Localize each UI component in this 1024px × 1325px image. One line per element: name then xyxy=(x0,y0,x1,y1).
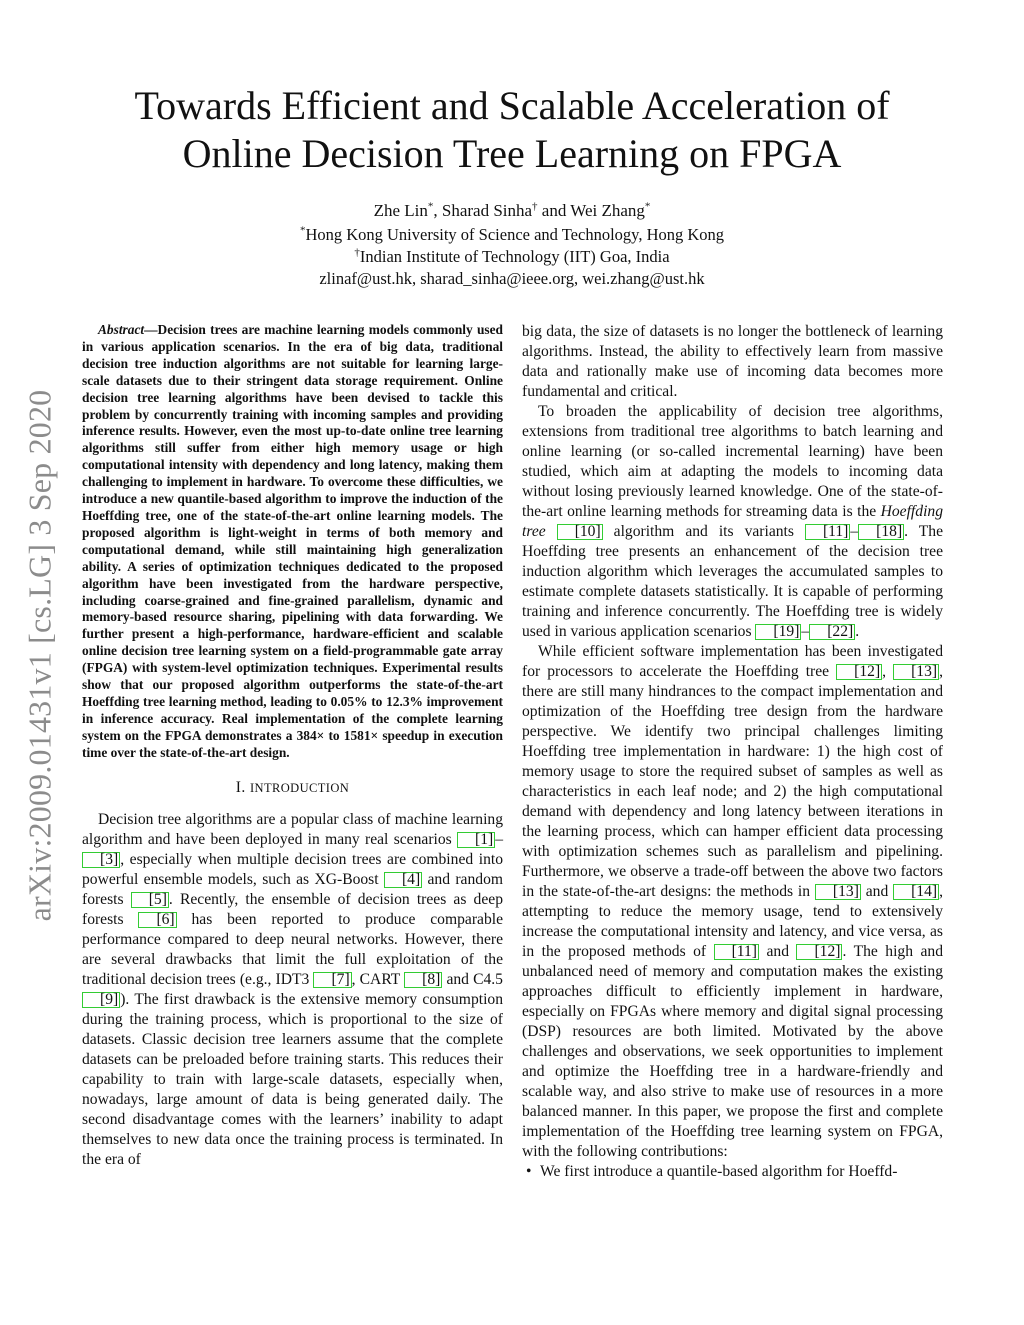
title-line-2: Online Decision Tree Learning on FPGA xyxy=(182,131,842,176)
affiliation-1-text: Hong Kong University of Science and Technology, Hong Kong xyxy=(305,225,725,244)
intro-text: , especially when multiple decision trees are combined into powerful ensemble models, such as XG-Boost xyxy=(82,850,503,888)
intro-text: , attempting to reduce the memory usage, tend to extensively increase the computational intensity and latency, and vice versa, as in the proposed methods of xyxy=(522,883,943,960)
intro-text: , xyxy=(882,663,894,680)
intro-text: ). The first drawback is the extensive memory consumption during the training process, which is proportional to the size of datasets. Classic decision tree learners assume that the complete datasets can be preloaded before training starts. This reduces their capability to train with large-scale datasets, especially when, nowadays, large amount of data is being generated daily. The second disadvantage comes with the learners’ inability to adapt themselves to new data once the training process is terminated. In the era of xyxy=(82,990,503,1168)
intro-paragraph-3 xyxy=(522,642,943,1162)
intro-text: . The high and unbalanced need of memory and computation makes the existing approaches difficult to efficiently implement in hardware, especially on FPGAs where memory and digital signal processing (DSP) resources are both limited. Motivated by the above challenges and observations, we seek opportunities to implement and optimize the Hoeffding tree in a hardware-friendly and scalable way, and also strive to make use of resources in a more balanced manner. In this paper, we propose the first and complete implementation of the Hoeffding tree learning system on FPGA, with the following contributions: xyxy=(522,943,944,1160)
intro-text: and C4.5 xyxy=(442,970,503,988)
intro-text: While efficient software implementation has been investigated for processors to accelerate the Hoeffding tree xyxy=(522,643,943,680)
citation-11[interactable]: [11] xyxy=(805,524,850,540)
abstract-body: —Decision trees are machine learning models commonly used in various application scenarios. In the era of big data, traditional decision tree induction algorithms are not suitable for learning large-scale datasets due to their stringent data storage requirement. Online decision tree learning algorithms have been devised to tackle this problem by concurrently training with incoming samples and providing inference results. However, even the most up-to-date online tree learning algorithms still suffer from either high memory usage or high computational intensity with dependency and long latency, making them challenging to implement in hardware. To overcome these difficulties, we introduce a new quantile-based algorithm to improve the induction of the Hoeffding tree, one of the state-of-the-art online learning models. The proposed algorithm is light-weight in terms of both memory and computational demand, while still maintaining high generalization ability. A series of optimization techniques dedicated to the proposed algorithm have been investigated from the hardware perspective, including coarse-grained and fine-grained parallelism, dynamic and memory-based resource sharing, pipelining with data forwarding. We further present a high-performance, hardware-efficient and scalable online decision tree learning system on a field-programmable gate array (FPGA) with system-level optimization techniques. Experimental results show that our proposed algorithm outperforms the state-of-the-art Hoeffding tree learning method, leading to 0.05% to 12.3% improvement in inference accuracy. Real implementation of the complete learning system on the FPGA demonstrates a 384× to 1581× speedup in execution time over the state-of-the-art design. xyxy=(82,322,503,760)
abstract-lead: Abstract xyxy=(98,322,145,337)
citation-1[interactable]: [1] xyxy=(457,832,495,848)
author-emails: zlinaf@ust.hk, sharad_sinha@ieee.org, wei.zhang@ust.hk xyxy=(319,269,705,288)
citation-18[interactable]: [18] xyxy=(858,524,904,540)
citation-11[interactable]: [11] xyxy=(714,944,759,960)
citation-8[interactable]: [8] xyxy=(404,972,442,988)
intro-paragraph-1-cont: big data, the size of datasets is no longer the bottleneck of learning algorithms. Instead, the ability to effectively learn from massive data and rationally make use of incoming data becomes more fundamental and critical. xyxy=(522,323,943,400)
author-3-mark: * xyxy=(644,200,651,213)
intro-paragraph-2 xyxy=(522,402,943,642)
intro-text: and xyxy=(860,883,894,900)
author-names xyxy=(80,200,944,222)
right-column xyxy=(522,322,943,1182)
citation-9[interactable]: [9] xyxy=(82,992,120,1008)
intro-text: To broaden the applicability of decision tree algorithms, extensions from traditional tree algorithms to batch learning and online learning (or so-called incremental learning) have been studied, which aim at adapting the models to incoming data without losing previously learned knowledge. One of the state-of-the-art online learning methods for streaming data is the xyxy=(522,403,943,520)
intro-text: has been reported to produce comparable performance compared to deep neural networks. However, there are several drawbacks that limit the full exploitation of the traditional decision trees (e.g., IDT3 xyxy=(82,910,503,988)
intro-text: . xyxy=(855,623,860,640)
affiliation-1-mark: * xyxy=(299,224,306,237)
intro-text xyxy=(546,523,557,540)
citation-10[interactable]: [10] xyxy=(557,524,603,540)
intro-text: . Recently, the ensemble of decision trees as deep forests xyxy=(82,890,503,928)
left-column xyxy=(82,322,503,1170)
intro-text: Decision tree algorithms are a popular class of machine learning algorithm and have been deployed in many real scenarios xyxy=(82,810,503,848)
citation-12[interactable]: [12] xyxy=(796,944,842,960)
intro-text: – xyxy=(801,623,810,640)
intro-text: – xyxy=(495,830,503,848)
citation-19[interactable]: [19] xyxy=(755,624,801,640)
author-3: and Wei Zhang xyxy=(537,201,645,220)
affiliation-2-text: Indian Institute of Technology (IIT) Goa, India xyxy=(359,247,670,266)
affiliation-2 xyxy=(80,246,944,268)
citation-7[interactable]: [7] xyxy=(313,972,351,988)
author-2: , Sharad Sinha xyxy=(433,201,533,220)
intro-text: and xyxy=(759,943,797,960)
author-2-mark: † xyxy=(532,200,538,213)
hoeffding-tree-term: Hoeffding tree xyxy=(522,503,943,540)
section-number: I. xyxy=(235,778,250,796)
intro-paragraph-1 xyxy=(82,810,503,1170)
citation-12[interactable]: [12] xyxy=(836,664,882,680)
author-1: Zhe Lin xyxy=(373,201,428,220)
arxiv-identifier[interactable]: arXiv:2009.01431v1 [cs.LG] 3 Sep 2020 xyxy=(21,389,58,921)
intro-text: . The Hoeffding tree presents an enhancement of the decision tree induction algorithm which leverages the accumulated samples to estimate complete datasets statistically. It is capable of performing training and inference concurrently. The Hoeffding tree is widely used in various application scenarios xyxy=(522,523,944,640)
contribution-bullet-1: • We first introduce a quantile-based algorithm for Hoeffd- xyxy=(522,1162,943,1182)
title-line-1: Towards Efficient and Scalable Acceleration of xyxy=(134,83,890,128)
intro-text: algorithm and its variants xyxy=(602,523,805,540)
arxiv-side-banner xyxy=(18,360,62,950)
citation-14[interactable]: [14] xyxy=(893,884,939,900)
author-1-mark: * xyxy=(427,200,434,213)
citation-5[interactable]: [5] xyxy=(131,892,169,908)
intro-text: – xyxy=(850,523,859,540)
citation-13[interactable]: [13] xyxy=(815,884,861,900)
citation-22[interactable]: [22] xyxy=(809,624,855,640)
citation-6[interactable]: [6] xyxy=(138,912,176,928)
section-heading-introduction xyxy=(82,778,503,798)
author-block xyxy=(80,200,944,290)
affiliation-1 xyxy=(80,224,944,246)
affiliation-2-mark: † xyxy=(354,246,360,259)
citation-13[interactable]: [13] xyxy=(893,664,939,680)
intro-text: , there are still many hindrances to the compact implementation and optimization of the Hoeffding tree design from the hardware perspective. We identify two principal challenges limiting Hoeffding tree implementation in hardware: 1) the high cost of memory usage to store the required subset of samples as well as characteristics in each leaf node; and 2) the high computational demand with dependency and long latency between iterations in the learning process, which can hamper efficient data processing with optimization schemes such as parallelism and pipelining. Furthermore, we observe a trade-off between the above two factors in the state-of-the-art designs: the methods in xyxy=(522,663,943,900)
citation-3[interactable]: [3] xyxy=(82,852,120,868)
abstract xyxy=(82,322,503,762)
citation-4[interactable]: [4] xyxy=(384,872,422,888)
paper-title xyxy=(80,82,944,178)
section-name: INTRODUCTION xyxy=(249,780,350,795)
intro-text: and random forests xyxy=(82,870,504,908)
intro-text: , CART xyxy=(351,970,405,988)
